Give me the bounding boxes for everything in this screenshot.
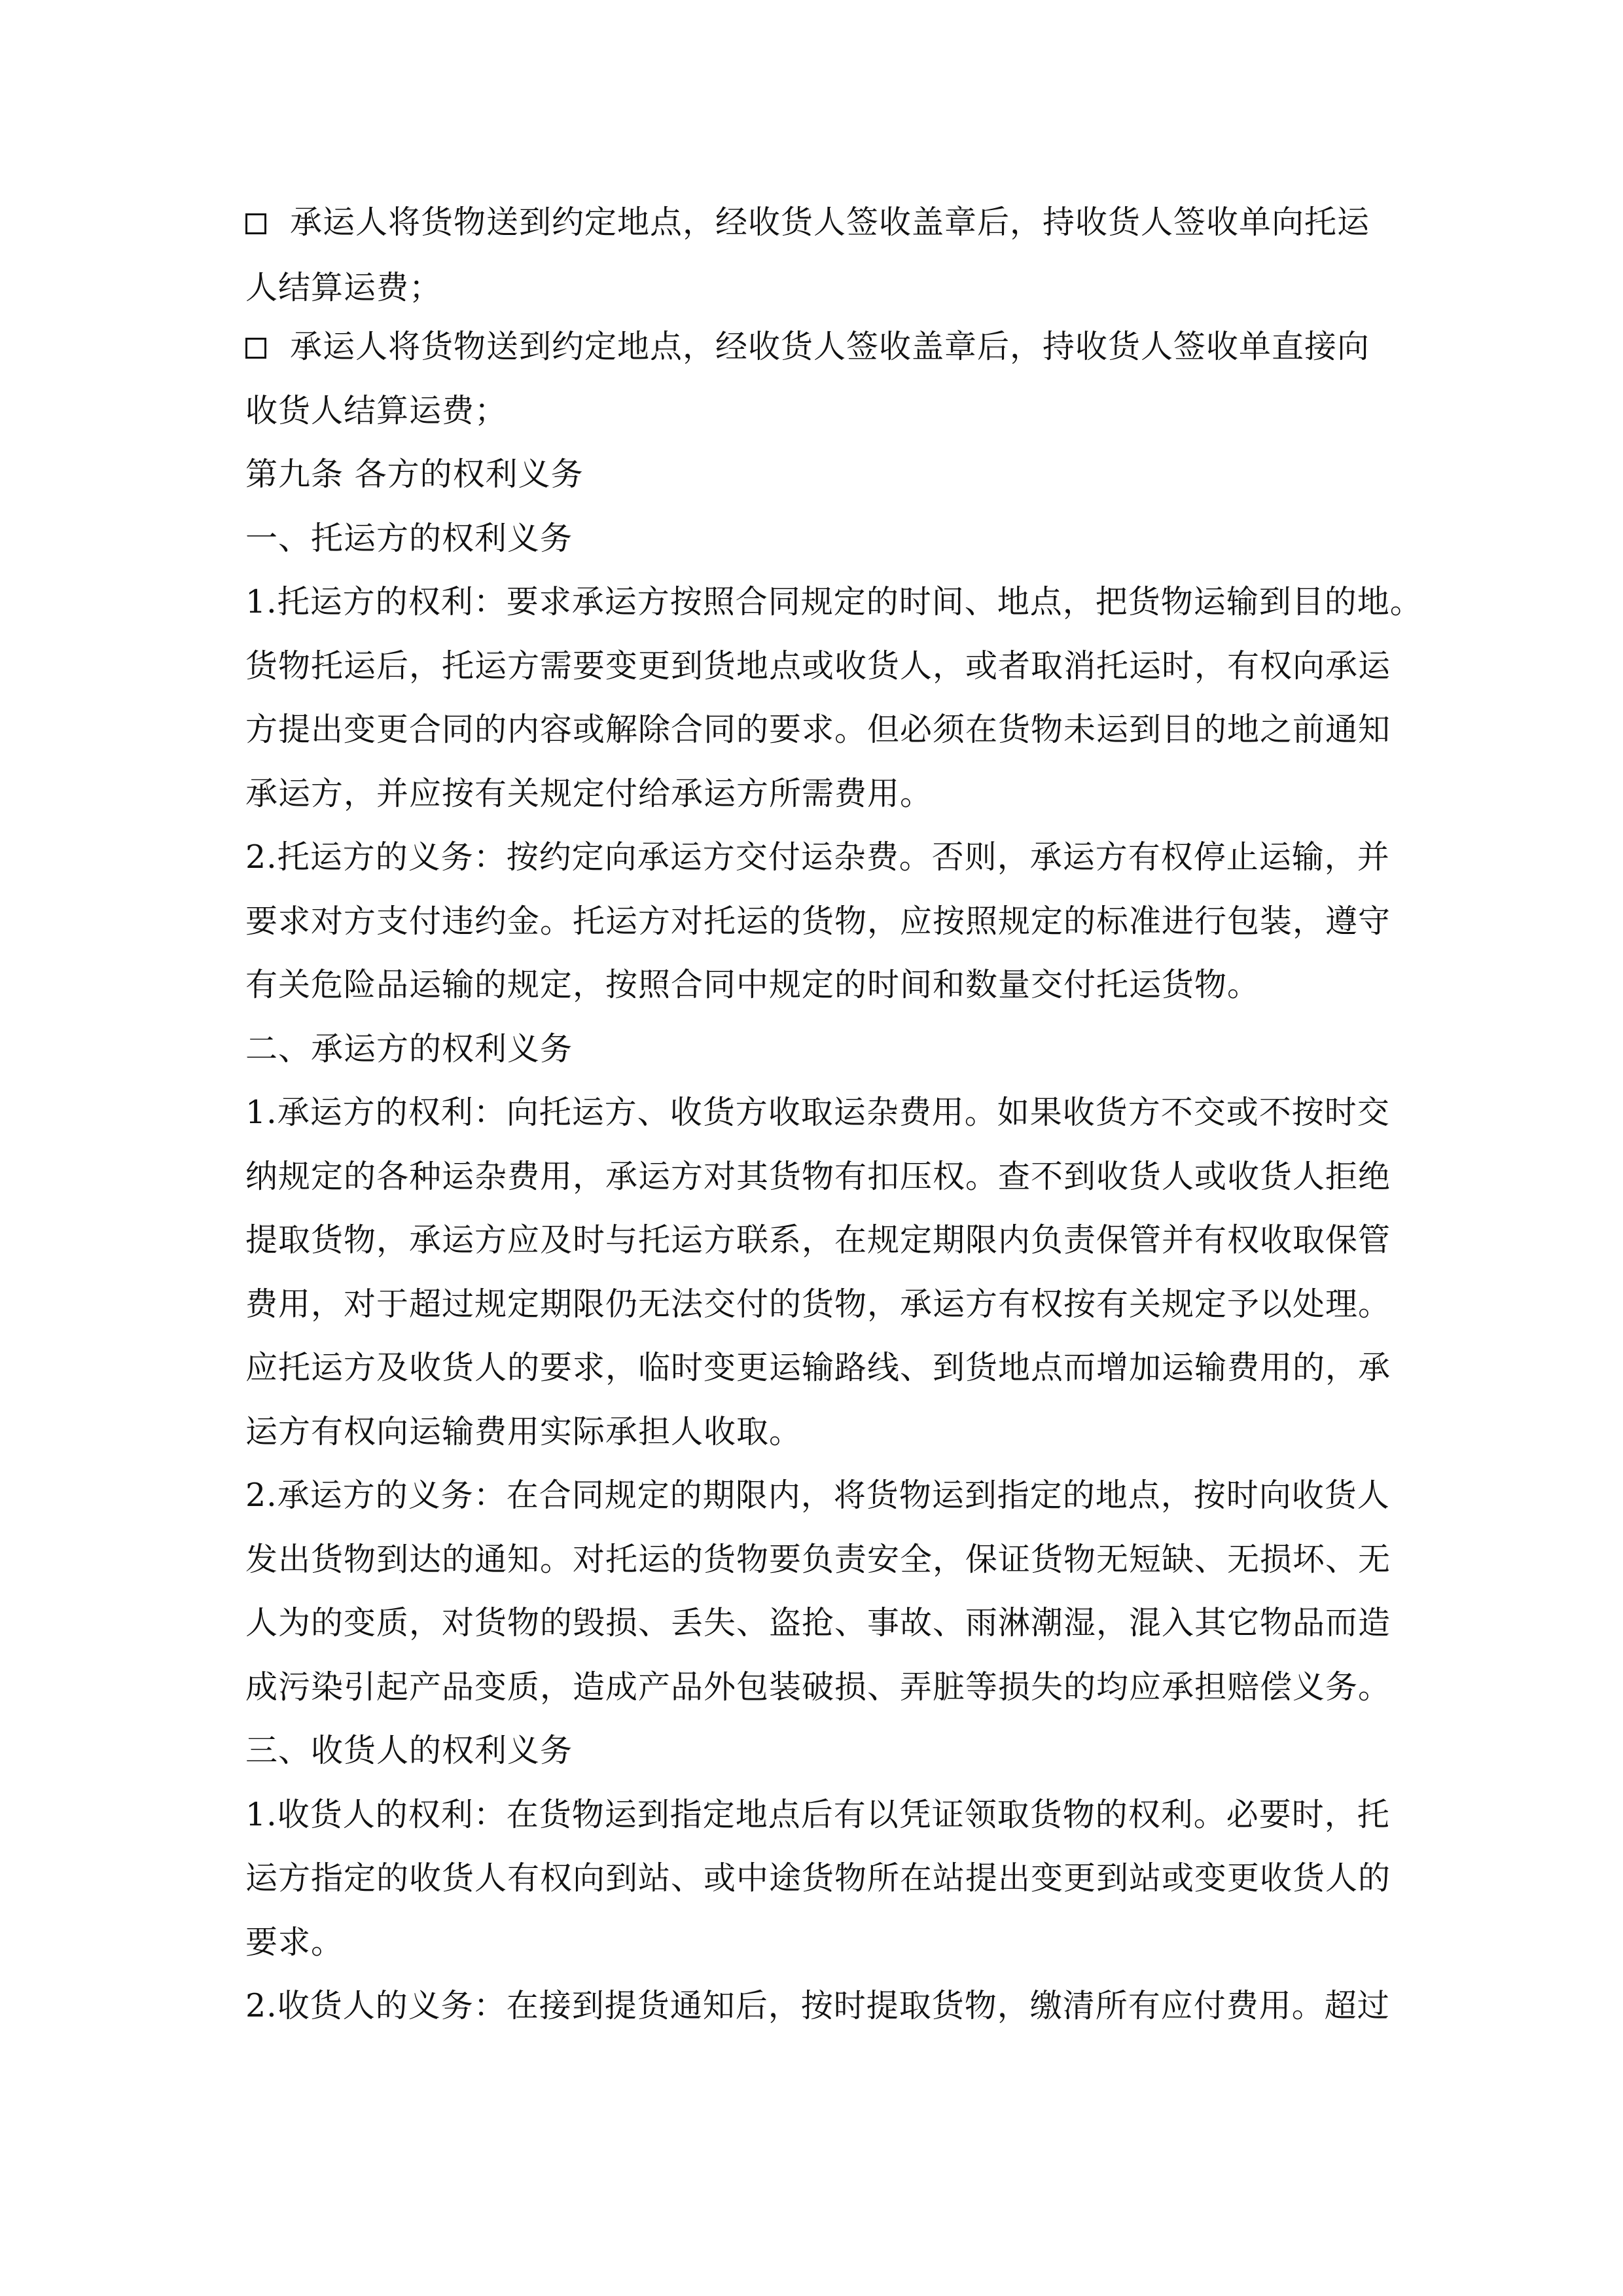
text-line: 人结算运费； bbox=[245, 269, 442, 306]
text-line: 应托运方及收货人的要求，临时变更运输路线、到货地点而增加运输费用的，承 bbox=[245, 1349, 1391, 1386]
text-line: 2.承运方的义务：在合同规定的期限内，将货物运到指定的地点，按时向收货人 bbox=[245, 1477, 1390, 1514]
text-line: 有关危险品运输的规定，按照合同中规定的时间和数量交付托运货物。 bbox=[245, 966, 1260, 1003]
text-line: 要求对方支付违约金。托运方对托运的货物，应按照规定的标准进行包装，遵守 bbox=[245, 903, 1391, 940]
text-line: 承运方，并应按有关规定付给承运方所需费用。 bbox=[245, 775, 933, 812]
text-line: 发出货物到达的通知。对托运的货物要负责安全，保证货物无短缺、无损坏、无 bbox=[245, 1541, 1391, 1578]
text-line: 2.收货人的义务：在接到提货通知后，按时提取货物，缴清所有应付费用。超过 bbox=[245, 1987, 1390, 2024]
text-line: 提取货物，承运方应及时与托运方联系，在规定期限内负责保管并有权收取保管 bbox=[245, 1221, 1391, 1259]
text-line: 2.托运方的义务：按约定向承运方交付运杂费。否则，承运方有权停止运输，并 bbox=[245, 838, 1390, 876]
text-line: 1.承运方的权利：向托运方、收货方收取运杂费用。如果收货方不交或不按时交 bbox=[245, 1094, 1390, 1131]
checkbox-2[interactable] bbox=[245, 338, 266, 359]
text-line: 纳规定的各种运杂费用，承运方对其货物有扣压权。查不到收货人或收货人拒绝 bbox=[245, 1158, 1391, 1195]
option-checkbox-1-line bbox=[245, 196, 1370, 249]
section-heading-consignee: 三、收货人的权利义务 bbox=[245, 1732, 573, 1769]
text-line: 方提出变更合同的内容或解除合同的要求。但必须在货物未运到目的地之前通知 bbox=[245, 711, 1391, 748]
checkbox-1[interactable] bbox=[245, 213, 266, 234]
text-line: 费用，对于超过规定期限仍无法交付的货物，承运方有权按有关规定予以处理。 bbox=[245, 1285, 1391, 1323]
text-line: 要求。 bbox=[245, 1924, 344, 1961]
text-line: 成污染引起产品变质，造成产品外包装破损、弄脏等损失的均应承担赔偿义务。 bbox=[245, 1668, 1391, 1706]
text-line: 人为的变质，对货物的毁损、丢失、盗抢、事故、雨淋潮湿，混入其它物品而造 bbox=[245, 1604, 1391, 1641]
text-line: 1.托运方的权利：要求承运方按照合同规定的时间、地点，把货物运输到目的地。 bbox=[245, 583, 1423, 620]
option-2-text: 承运人将货物送到约定地点，经收货人签收盖章后，持收货人签收单直接向 bbox=[290, 328, 1370, 365]
article-heading: 第九条 各方的权利义务 bbox=[245, 456, 584, 493]
option-checkbox-2-line bbox=[245, 321, 1370, 373]
text-line: 运方指定的收货人有权向到站、或中途货物所在站提出变更到站或变更收货人的 bbox=[245, 1859, 1391, 1897]
text-line: 运方有权向运输费用实际承担人收取。 bbox=[245, 1413, 802, 1450]
option-1-text: 承运人将货物送到约定地点，经收货人签收盖章后，持收货人签收单向托运 bbox=[290, 204, 1370, 241]
text-line: 货物托运后，托运方需要变更到货地点或收货人，或者取消托运时，有权向承运 bbox=[245, 647, 1391, 685]
text-line: 1.收货人的权利：在货物运到指定地点后有以凭证领取货物的权利。必要时，托 bbox=[245, 1796, 1390, 1833]
section-heading-shipper: 一、托运方的权利义务 bbox=[245, 520, 573, 557]
text-line: 收货人结算运费； bbox=[245, 392, 508, 429]
section-heading-carrier: 二、承运方的权利义务 bbox=[245, 1030, 573, 1067]
